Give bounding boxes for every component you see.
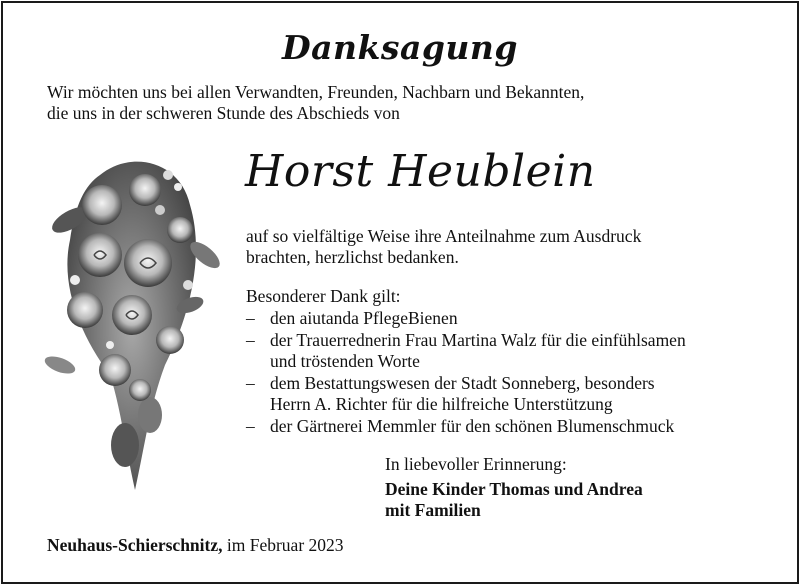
- dash-bullet: –: [246, 329, 255, 350]
- thanks-text: [246, 226, 641, 268]
- memory-label: In liebevoller Erinnerung:: [385, 454, 567, 474]
- list-item: [246, 373, 766, 416]
- flower-bouquet-icon: [40, 145, 220, 500]
- signer-line: Deine Kinder Thomas und Andrea: [385, 479, 643, 499]
- list-item-line: Herrn A. Richter für die hilfreiche Unterstützung: [270, 394, 613, 414]
- intro-line: Wir möchten uns bei allen Verwandten, Freunden, Nachbarn und Bekannten,: [47, 82, 585, 102]
- special-thanks-heading: Besonderer Dank gilt:: [246, 286, 401, 306]
- dash-bullet: –: [246, 415, 255, 436]
- deceased-name: Horst Heublein: [245, 146, 596, 197]
- list-item-line: dem Bestattungswesen der Stadt Sonneberg, besonders: [270, 372, 655, 393]
- intro-line: die uns in der schweren Stunde des Abschieds von: [47, 103, 400, 123]
- list-item: [246, 330, 766, 373]
- thanks-line: brachten, herzlichst bedanken.: [246, 247, 459, 267]
- list-item-line: der Gärtnerei Memmler für den schönen Blumenschmuck: [270, 415, 675, 436]
- dash-bullet: –: [246, 308, 255, 328]
- dash-bullet: –: [246, 372, 255, 393]
- signers: [385, 479, 643, 521]
- list-item: [246, 416, 766, 438]
- signer-line: mit Familien: [385, 500, 481, 520]
- list-item-line: der Trauerrednerin Frau Martina Walz für die einfühlsamen: [270, 329, 686, 350]
- list-item: [246, 308, 766, 330]
- list-item-line: den aiutanda PflegeBienen: [270, 308, 458, 328]
- list-item-line: und tröstenden Worte: [270, 351, 420, 371]
- date: im Februar 2023: [226, 535, 344, 555]
- special-thanks-list: [246, 308, 766, 437]
- intro-text: [47, 82, 584, 124]
- thanks-line: auf so vielfältige Weise ihre Anteilnahme zum Ausdruck: [246, 226, 642, 246]
- notice-title: Danksagung: [282, 28, 518, 67]
- place: Neuhaus-Schierschnitz,: [47, 535, 223, 555]
- place-date: [47, 535, 344, 556]
